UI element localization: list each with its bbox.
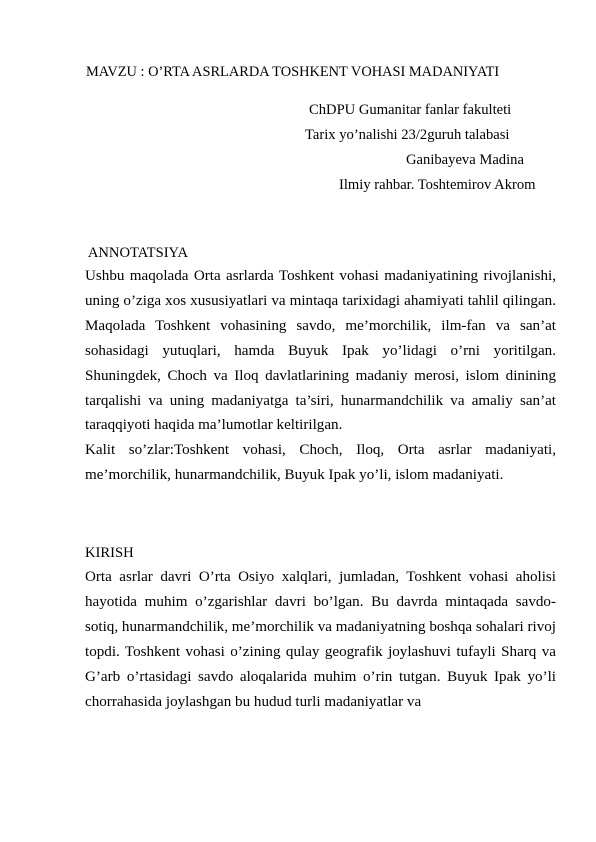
keywords-paragraph: Kalit so’zlar:Toshkent vohasi, Choch, Iloq, Orta asrlar madaniyati, me’morchilik, hunarmandchilik, Buyuk Ipak yo’li, islom madaniyati. [85,442,556,484]
annotation-section [85,264,556,488]
annotation-paragraph: Ushbu maqolada Orta asrlarda Toshkent vohasi madaniyatining rivojlanishi, uning o’ziga xos xususiyatlari va mintaqa tarixidagi ahamiyati tahlil qilingan. Maqolada Toshkent vohasining savdo, me’morchilik, ilm-fan va san’at sohasidagi yutuqlari, hamda Buyuk Ipak yo’lidagi o’rni yoritilgan. Shuningdek, Choch va Iloq davlatlarining madaniy merosi, islom dinining tarqalishi va uning madaniyatga ta’siri, hunarmandchilik va amaliy san’at taraqqiyoti haqida ma’lumotlar keltirilgan. [85,268,556,434]
faculty-line: ChDPU Gumanitar fanlar fakulteti [309,102,512,118]
author-name: Ganibayeva Madina [406,152,524,168]
introduction-paragraph: Orta asrlar davri O’rta Osiyo xalqlari, jumladan, Toshkent vohasi aholisi hayotida muhim o’zgarishlar davri bo’lgan. Bu davrda mintaqada savdo-sotiq, hunarmandchilik, me’morchilik va madaniyatning boshqa sohalari rivoj topdi. Toshkent vohasi o’zining qulay geografik joylashuvi tufayli Sharq va G’arb o’rtasidagi savdo aloqalarida muhim o’rin tutgan. Buyuk Ipak yo’li chorrahasida joylashgan bu hudud turli madaniyatlar va [85,569,556,710]
introduction-heading: KIRISH [85,545,134,561]
annotation-heading: ANNOTATSIYA [85,245,189,261]
supervisor-line: Ilmiy rahbar. Toshtemirov Akrom [339,177,536,193]
introduction-section [85,565,556,714]
document-title: MAVZU : O’RTA ASRLARDA TOSHKENT VOHASI MADANIYATI [86,64,500,80]
group-line: Tarix yo’nalishi 23/2guruh talabasi [305,127,510,143]
